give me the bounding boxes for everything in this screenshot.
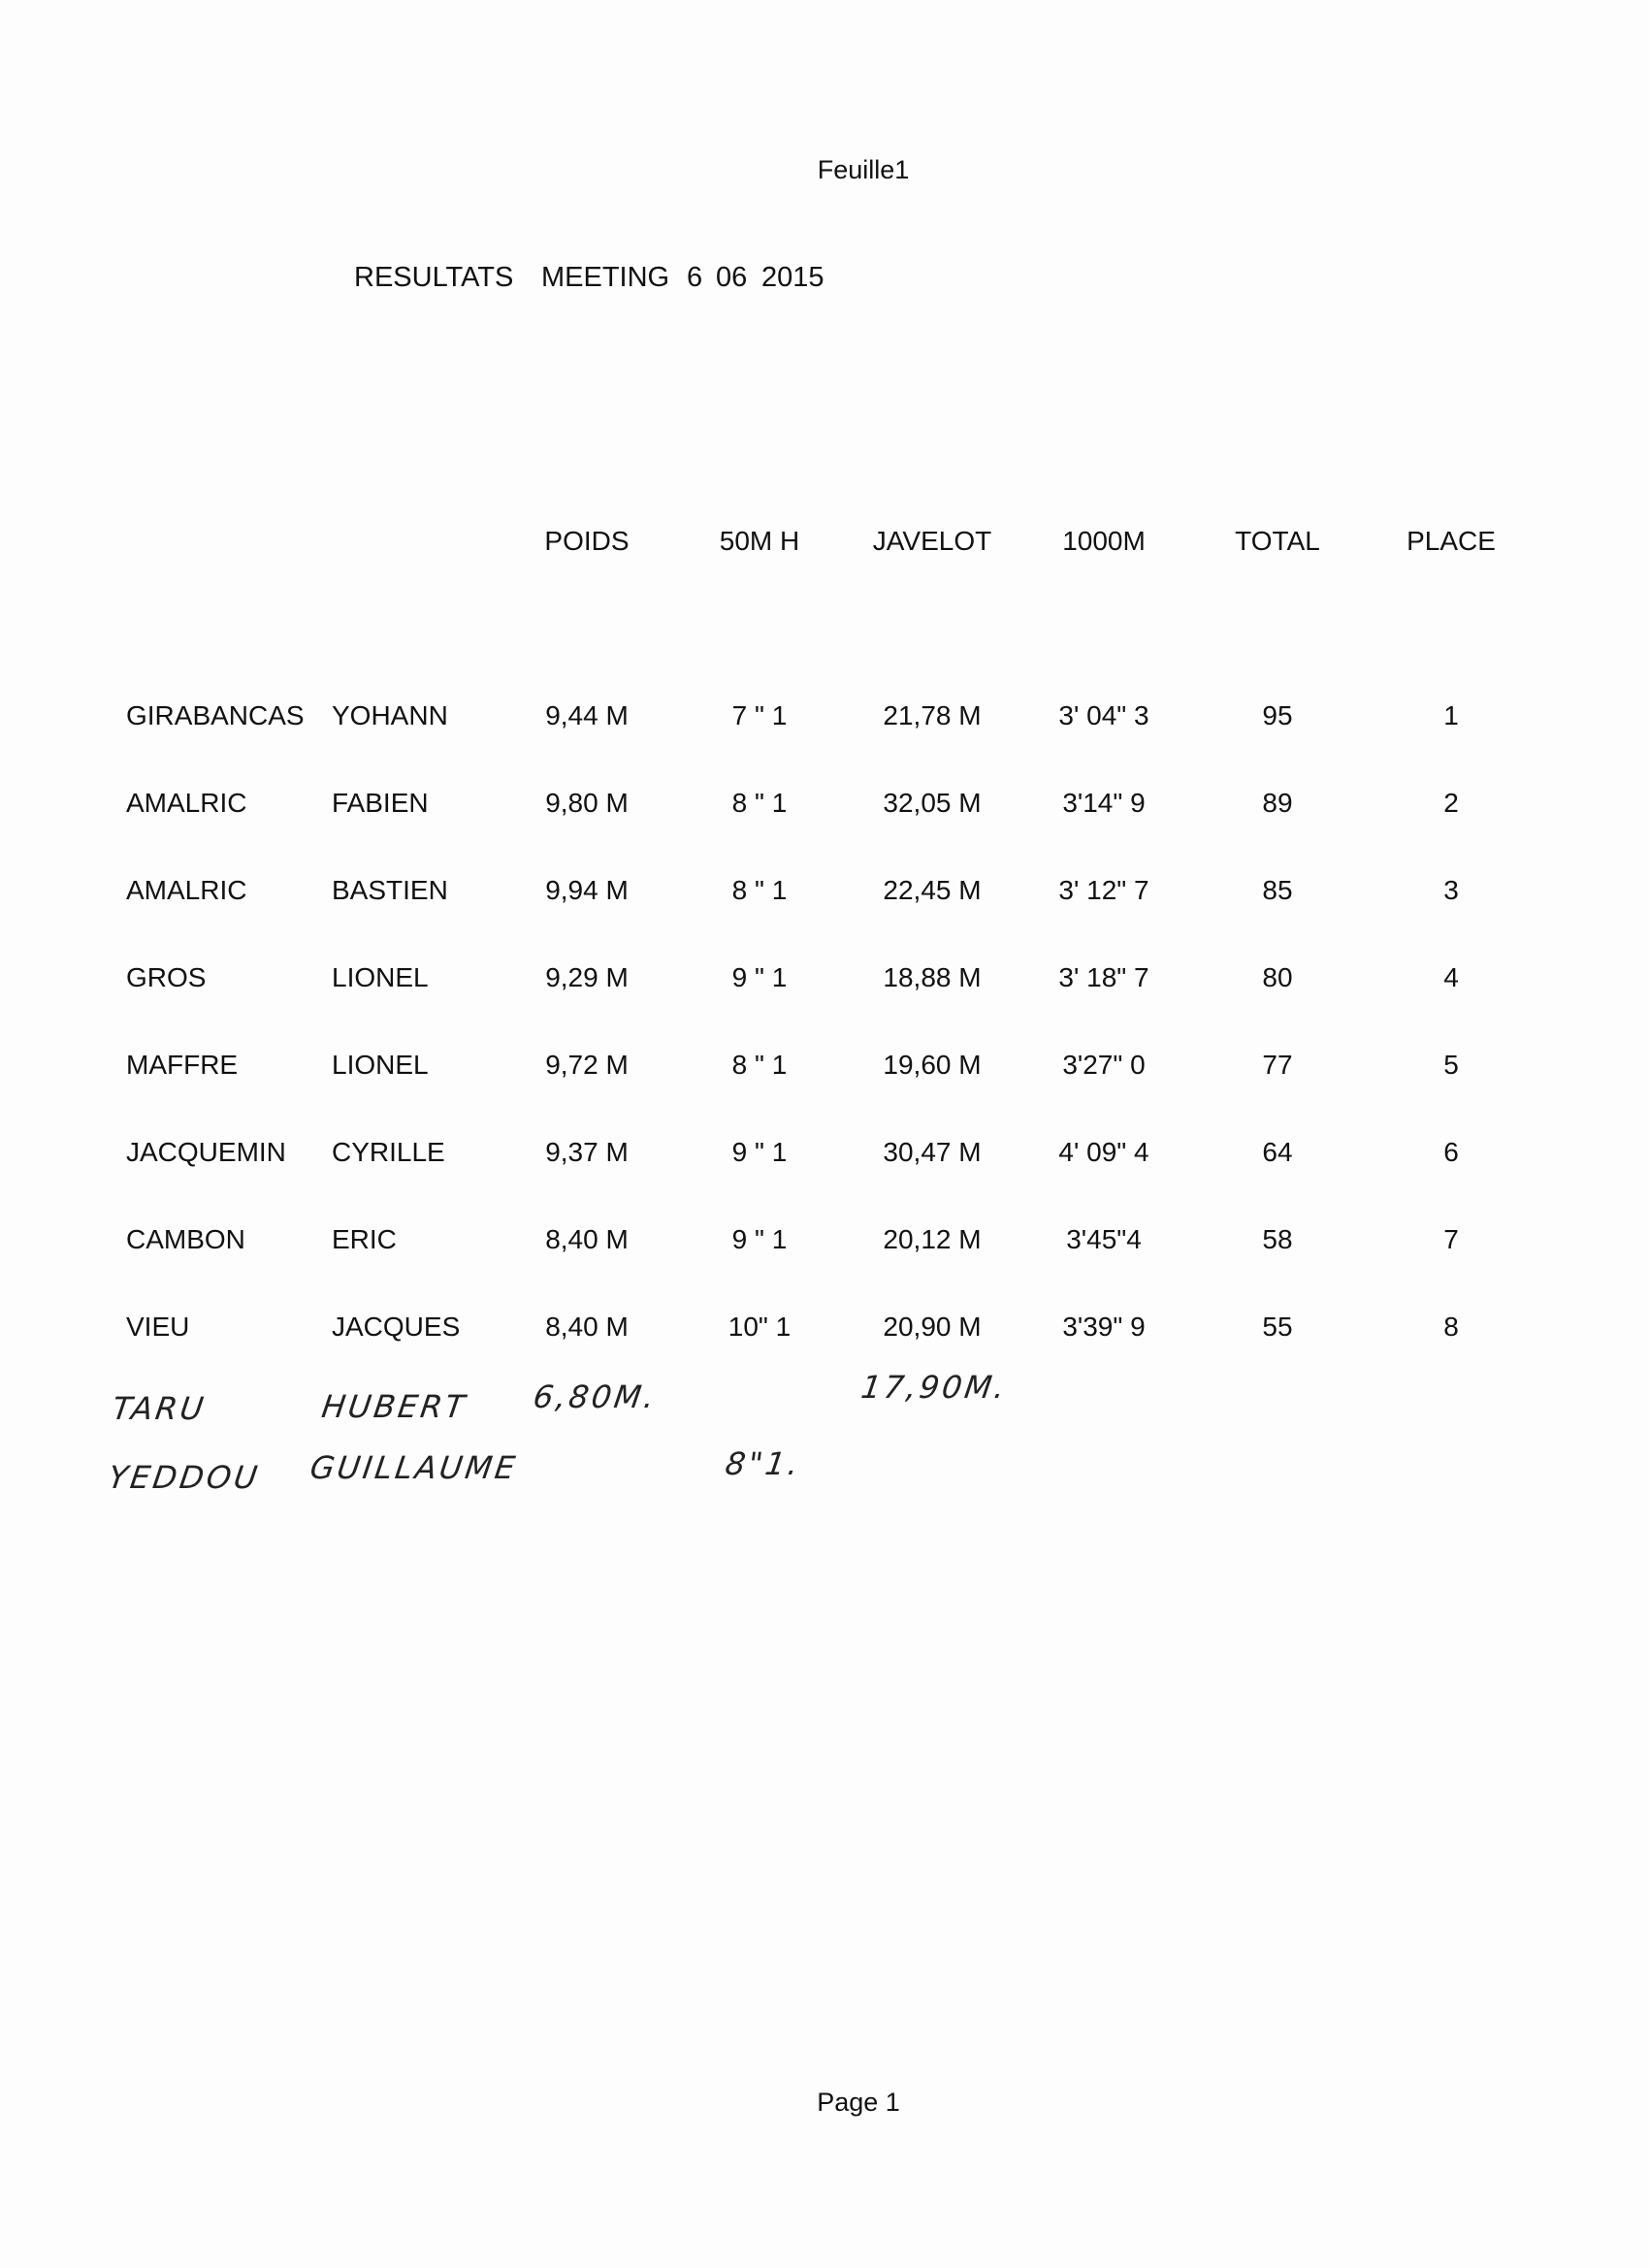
cell-poids: 9,29 M — [545, 962, 629, 992]
table-row — [0, 788, 1649, 826]
cell-place: 1 — [1443, 700, 1459, 730]
cell-total: 89 — [1262, 788, 1293, 818]
cell-1000m: 3'39" 9 — [1062, 1312, 1146, 1342]
cell-total: 58 — [1262, 1224, 1293, 1254]
cell-last-name: JACQUEMIN — [126, 1137, 286, 1167]
cell-50m-hurdles: 9 " 1 — [731, 1224, 788, 1254]
cell-1000m: 3'27" 0 — [1062, 1050, 1146, 1080]
cell-place: 5 — [1443, 1050, 1459, 1080]
cell-place: 2 — [1443, 788, 1459, 818]
cell-javelot: 30,47 M — [883, 1137, 982, 1167]
handwritten-javelot: 17,90M. — [858, 1369, 1011, 1406]
cell-last-name: AMALRIC — [126, 788, 247, 818]
cell-poids: 9,72 M — [545, 1050, 629, 1080]
cell-first-name: YOHANN — [332, 700, 448, 730]
table-row — [0, 962, 1649, 1001]
cell-last-name: AMALRIC — [126, 875, 247, 905]
cell-total: 55 — [1262, 1312, 1293, 1342]
cell-place: 4 — [1443, 962, 1459, 992]
cell-first-name: LIONEL — [332, 962, 429, 992]
cell-1000m: 4' 09" 4 — [1058, 1137, 1149, 1167]
cell-total: 95 — [1262, 700, 1293, 730]
cell-javelot: 22,45 M — [883, 875, 982, 905]
cell-last-name: CAMBON — [126, 1224, 245, 1254]
cell-place: 3 — [1443, 875, 1459, 905]
cell-poids: 8,40 M — [545, 1224, 629, 1254]
cell-poids: 9,94 M — [545, 875, 629, 905]
cell-first-name: FABIEN — [332, 788, 429, 818]
cell-1000m: 3' 12" 7 — [1058, 875, 1149, 905]
cell-javelot: 19,60 M — [883, 1050, 982, 1080]
cell-total: 77 — [1262, 1050, 1293, 1080]
cell-javelot: 18,88 M — [883, 962, 982, 992]
document-title — [0, 262, 1649, 301]
cell-1000m: 3'14" 9 — [1062, 788, 1146, 818]
header-50m-hurdles: 50M H — [719, 526, 800, 556]
title-word-meeting: MEETING — [541, 262, 670, 293]
cell-total: 85 — [1262, 875, 1293, 905]
title-date-day: 6 — [687, 262, 703, 293]
cell-50m-hurdles: 8 " 1 — [731, 788, 788, 818]
page-footer: Page 1 — [817, 2088, 900, 2117]
header-1000m: 1000M — [1062, 526, 1146, 556]
cell-50m-hurdles: 8 " 1 — [731, 1050, 788, 1080]
handwritten-50m-hurdles: 8"1. — [723, 1445, 804, 1482]
handwritten-first-name: GUILLAUME — [307, 1449, 521, 1486]
handwritten-row — [0, 1369, 1649, 1427]
handwritten-first-name: HUBERT — [319, 1388, 470, 1425]
cell-first-name: LIONEL — [332, 1050, 429, 1080]
cell-javelot: 21,78 M — [883, 700, 982, 730]
cell-first-name: CYRILLE — [332, 1137, 445, 1167]
cell-1000m: 3' 18" 7 — [1058, 962, 1149, 992]
cell-poids: 9,80 M — [545, 788, 629, 818]
table-header-row — [0, 526, 1649, 565]
cell-50m-hurdles: 8 " 1 — [731, 875, 788, 905]
handwritten-last-name: TARU — [110, 1390, 209, 1427]
cell-poids: 8,40 M — [545, 1312, 629, 1342]
cell-first-name: JACQUES — [332, 1312, 461, 1342]
table-row — [0, 1137, 1649, 1176]
cell-50m-hurdles: 9 " 1 — [731, 962, 788, 992]
header-total: TOTAL — [1235, 526, 1320, 556]
cell-first-name: BASTIEN — [332, 875, 448, 905]
cell-1000m: 3' 04" 3 — [1058, 700, 1149, 730]
cell-place: 7 — [1443, 1224, 1459, 1254]
header-place: PLACE — [1406, 526, 1496, 556]
cell-first-name: ERIC — [332, 1224, 397, 1254]
cell-total: 64 — [1262, 1137, 1293, 1167]
cell-poids: 9,44 M — [545, 700, 629, 730]
cell-50m-hurdles: 10" 1 — [728, 1312, 792, 1342]
cell-last-name: MAFFRE — [126, 1050, 239, 1080]
header-javelot: JAVELOT — [872, 526, 992, 556]
table-row — [0, 1050, 1649, 1088]
title-date-year: 2015 — [761, 262, 824, 293]
cell-last-name: GIRABANCAS — [126, 700, 305, 730]
title-date-month: 06 — [716, 262, 748, 293]
handwritten-last-name: YEDDOU — [106, 1459, 263, 1496]
table-row — [0, 700, 1649, 739]
handwritten-row — [0, 1445, 1649, 1496]
cell-javelot: 20,12 M — [883, 1224, 982, 1254]
cell-place: 6 — [1443, 1137, 1459, 1167]
cell-1000m: 3'45"4 — [1066, 1224, 1142, 1254]
cell-50m-hurdles: 9 " 1 — [731, 1137, 788, 1167]
cell-last-name: VIEU — [126, 1312, 190, 1342]
cell-javelot: 20,90 M — [883, 1312, 982, 1342]
title-word-resultats: RESULTATS — [354, 262, 514, 293]
cell-place: 8 — [1443, 1312, 1459, 1342]
cell-javelot: 32,05 M — [883, 788, 982, 818]
cell-total: 80 — [1262, 962, 1293, 992]
table-row — [0, 875, 1649, 914]
cell-poids: 9,37 M — [545, 1137, 629, 1167]
table-row — [0, 1224, 1649, 1263]
cell-50m-hurdles: 7 " 1 — [731, 700, 788, 730]
sheet-name: Feuille1 — [817, 155, 910, 184]
header-poids: POIDS — [544, 526, 630, 556]
table-row — [0, 1312, 1649, 1350]
cell-last-name: GROS — [126, 962, 207, 992]
handwritten-poids: 6,80M. — [531, 1378, 660, 1415]
